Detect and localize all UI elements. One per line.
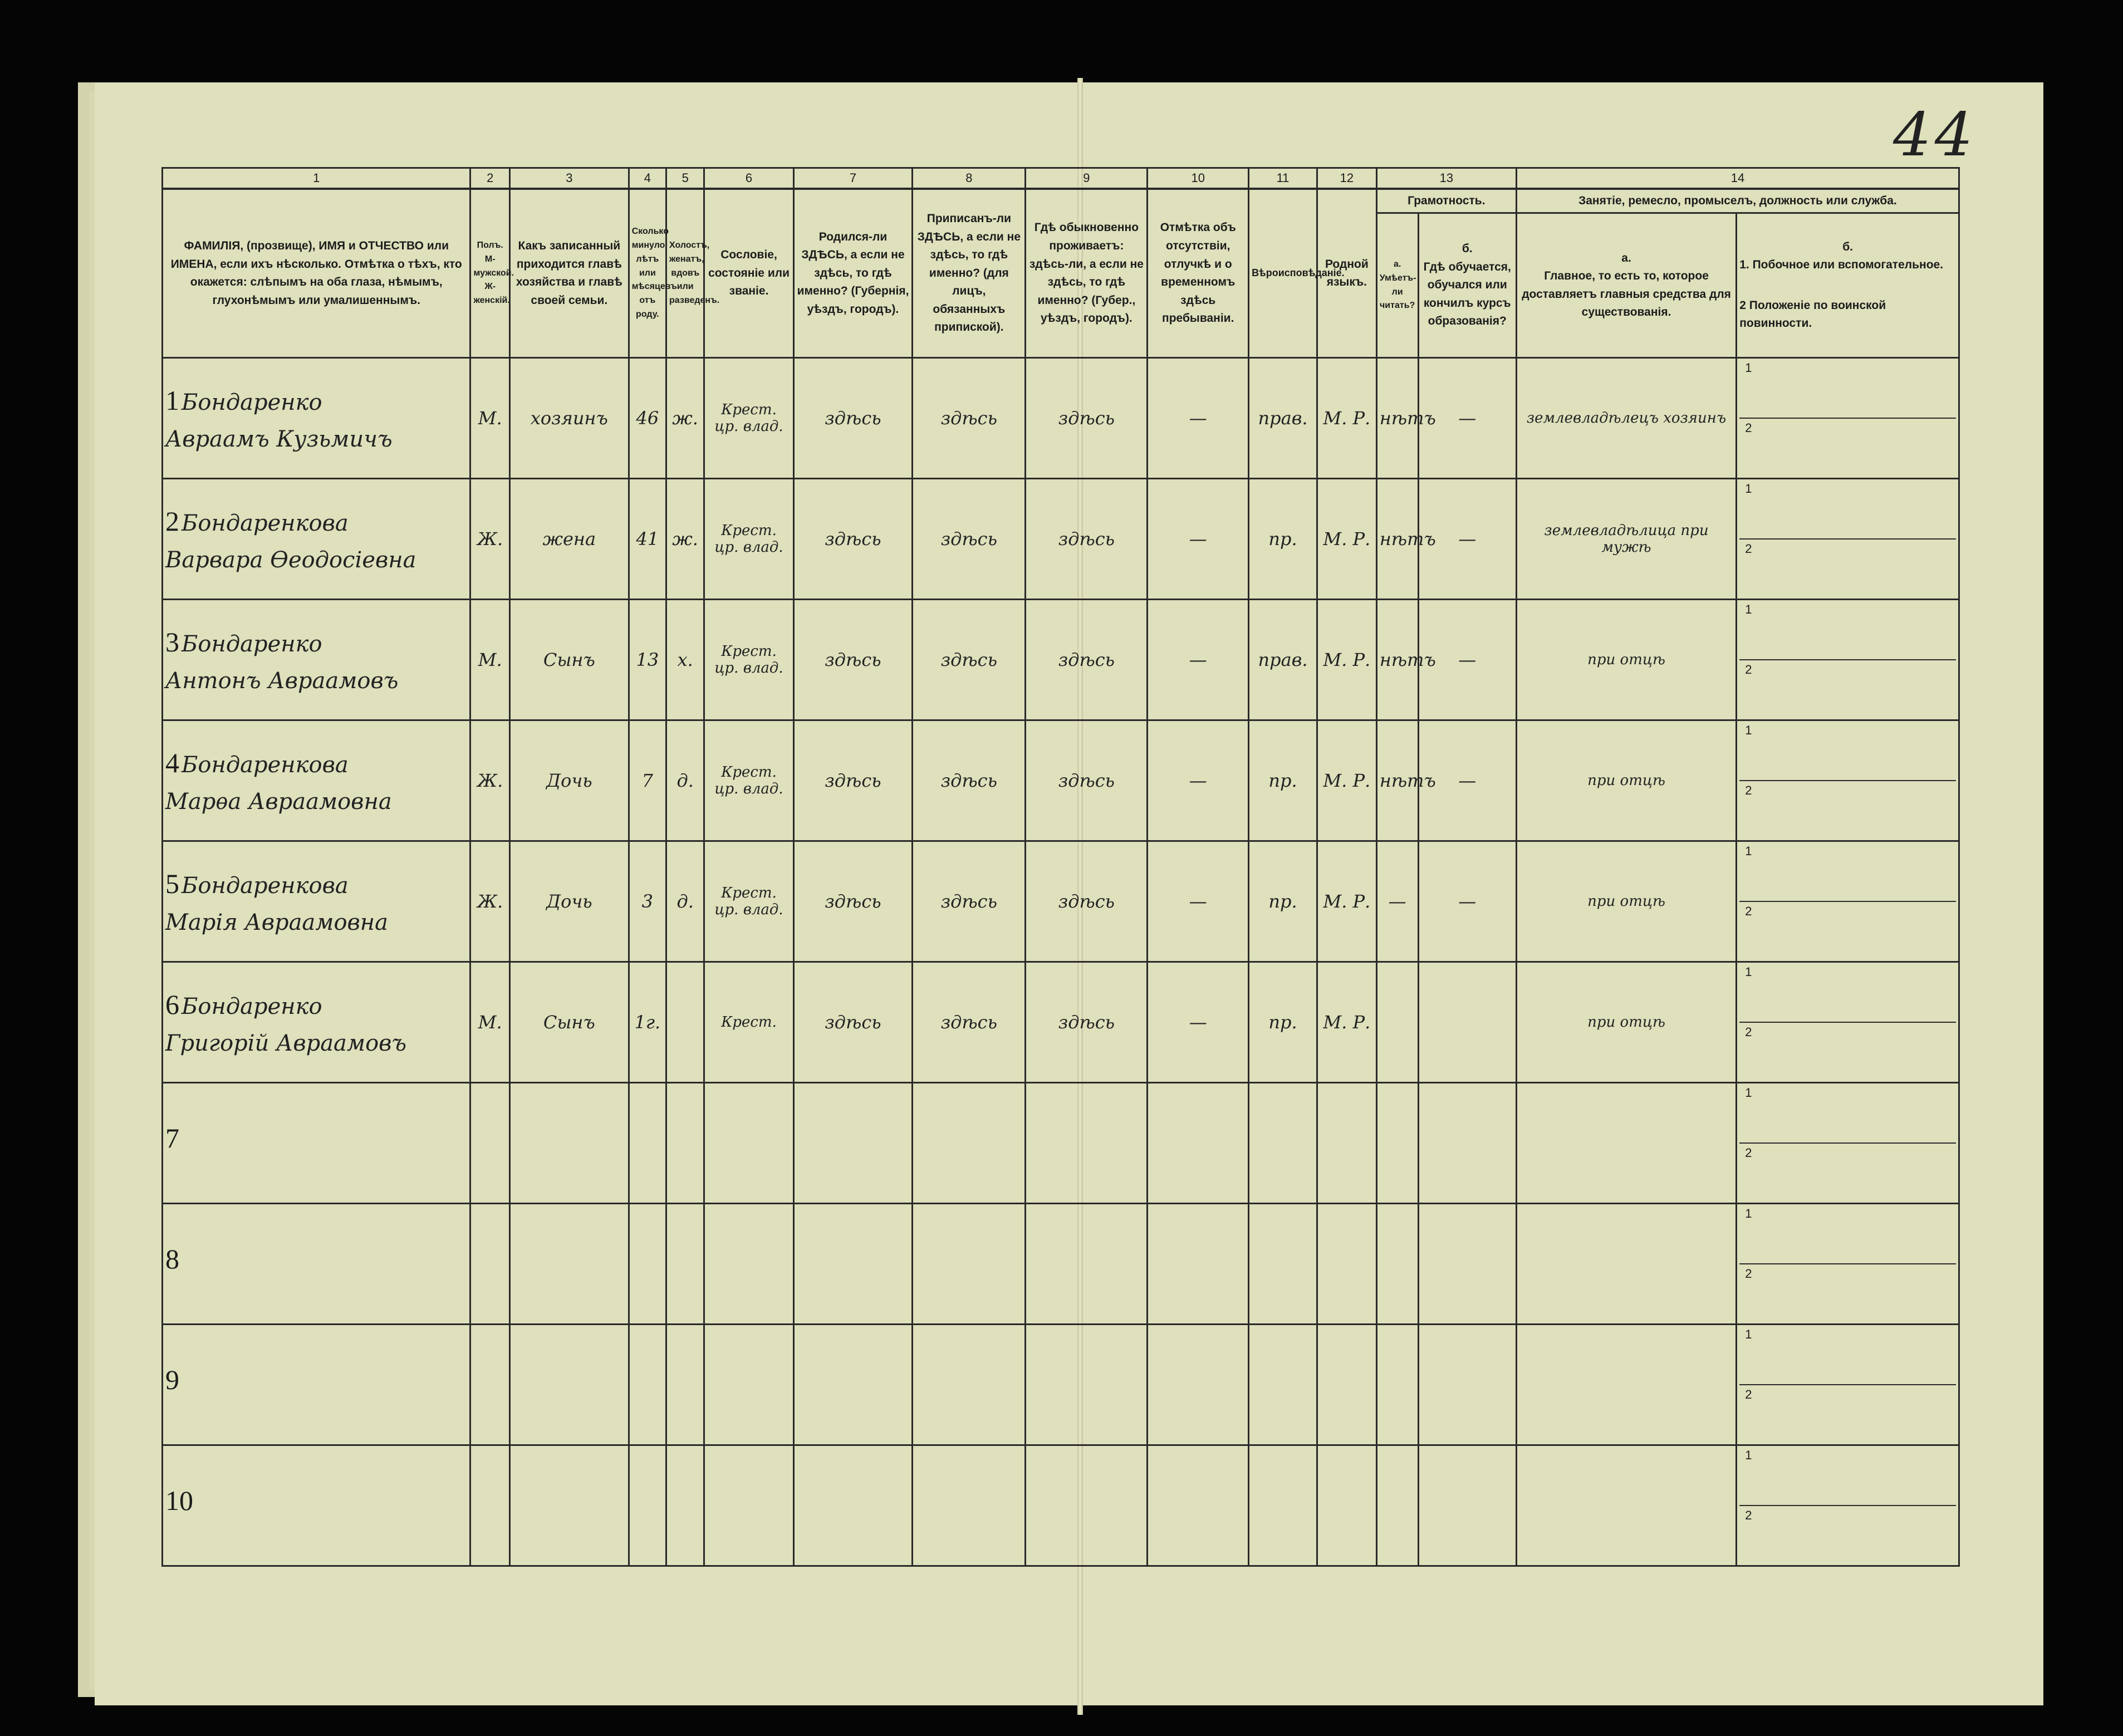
estate-cell: Крест. цр. влад. — [704, 358, 793, 479]
col-number: 10 — [1148, 168, 1249, 189]
relation-cell — [510, 1445, 629, 1566]
absence-cell — [1148, 1325, 1249, 1445]
language-cell: М. Р. — [1317, 962, 1376, 1083]
sub-letter: б. — [1462, 242, 1473, 256]
sub-line-1: 1 — [1739, 359, 1956, 419]
col-number: 4 — [629, 168, 666, 189]
age-cell — [629, 1325, 666, 1445]
sex-cell — [470, 1204, 510, 1325]
education-cell: — — [1418, 841, 1516, 962]
name-cell — [163, 720, 470, 841]
age-cell — [629, 1445, 666, 1566]
absence-cell — [1148, 1445, 1249, 1566]
col-number: 2 — [470, 168, 510, 189]
estate-cell — [704, 1445, 793, 1566]
estate-cell: Крест. цр. влад. — [704, 600, 793, 720]
born-cell — [793, 1204, 913, 1325]
marital-cell — [666, 1083, 704, 1204]
education-cell: — — [1418, 479, 1516, 600]
absence-cell: — — [1148, 841, 1249, 962]
sub-line-1: 1 — [1739, 963, 1956, 1023]
col-number: 1 — [163, 168, 470, 189]
occupation-cell: землевладѣлецъ хозяинъ — [1516, 358, 1736, 479]
born-cell: здѣсь — [793, 479, 913, 600]
registered-cell — [913, 1083, 1026, 1204]
header-name: ФАМИЛІЯ, (прозвище), ИМЯ и ОТЧЕСТВО или ИМЕНА, если ихъ нѣсколько. Отмѣтка о тѣхъ, кто окажется: слѣпымъ на оба глаза, нѣмымъ, глухонѣмымъ или умалишеннымъ. — [163, 189, 470, 358]
sub-text: 1. Побочное или вспомогательное. — [1739, 258, 1944, 272]
sub-line-2: 2 — [1745, 1025, 1752, 1039]
registered-cell: здѣсь — [913, 720, 1026, 841]
row-number: 3 — [165, 626, 179, 658]
surname: Бондаренко — [182, 390, 322, 416]
age-cell: 3 — [629, 841, 666, 962]
literate-cell: нѣтъ — [1376, 600, 1418, 720]
header-born: Родился-ли ЗДѢСЬ, а если не здѣсь, то гдѣ именно? (Губернія, уѣздъ, городъ). — [793, 189, 913, 358]
sub-line-2: 2 — [1745, 663, 1752, 677]
sub-line-2: 2 — [1745, 783, 1752, 798]
census-table — [161, 167, 1960, 1567]
name-cell — [163, 1083, 470, 1204]
header-education — [1418, 213, 1516, 358]
name-cell — [163, 962, 470, 1083]
col-number: 5 — [666, 168, 704, 189]
registered-cell — [913, 1325, 1026, 1445]
side-occupation-cell — [1737, 479, 1959, 600]
religion-cell: пр. — [1249, 962, 1317, 1083]
religion-cell: пр. — [1249, 841, 1317, 962]
language-cell: М. Р. — [1317, 720, 1376, 841]
born-cell: здѣсь — [793, 841, 913, 962]
name-cell — [163, 600, 470, 720]
sub-text: Гдѣ обучается, обучался или кончилъ курсъ образованія? — [1423, 260, 1511, 328]
header-estate: Сословіе, состояніе или званіе. — [704, 189, 793, 358]
sub-line-1: 1 — [1739, 1204, 1956, 1264]
side-occupation-cell — [1737, 1083, 1959, 1204]
table-row — [163, 1325, 1959, 1445]
relation-cell: Дочь — [510, 720, 629, 841]
header-can-read — [1376, 213, 1418, 358]
row-number: 8 — [165, 1243, 179, 1275]
language-cell — [1317, 1204, 1376, 1325]
estate-cell — [704, 1083, 793, 1204]
relation-cell: Сынъ — [510, 600, 629, 720]
surname: Бондаренкова — [182, 873, 349, 899]
header-age: Сколько минуло лѣтъ или мѣсяцевъ отъ роду. — [629, 189, 666, 358]
sub-line-1: 1 — [1739, 479, 1956, 540]
surname: Бондаренкова — [182, 752, 349, 778]
sex-cell — [470, 1325, 510, 1445]
side-occupation-cell — [1737, 720, 1959, 841]
religion-cell: пр. — [1249, 720, 1317, 841]
literate-cell: нѣтъ — [1376, 720, 1418, 841]
sex-cell: Ж. — [470, 841, 510, 962]
sex-cell: М. — [470, 358, 510, 479]
col-number: 8 — [913, 168, 1026, 189]
name-cell — [163, 1204, 470, 1325]
estate-cell: Крест. — [704, 962, 793, 1083]
given-names: Марія Авраамовна — [165, 910, 388, 936]
literate-cell: нѣтъ — [1376, 358, 1418, 479]
resides-cell: здѣсь — [1026, 841, 1148, 962]
education-cell — [1418, 1445, 1516, 1566]
col-number: 14 — [1516, 168, 1959, 189]
education-cell: — — [1418, 720, 1516, 841]
side-occupation-cell — [1737, 841, 1959, 962]
occupation-cell — [1516, 1204, 1736, 1325]
header-occupation-main — [1516, 213, 1736, 358]
header-occupation-side — [1737, 213, 1959, 358]
given-names: Марѳа Авраамовна — [165, 789, 392, 815]
relation-cell: Сынъ — [510, 962, 629, 1083]
occupation-cell: при отцѣ — [1516, 962, 1736, 1083]
column-numbers-row — [163, 168, 1959, 189]
resides-cell — [1026, 1083, 1148, 1204]
table-row — [163, 358, 1959, 479]
resides-cell: здѣсь — [1026, 720, 1148, 841]
language-cell — [1317, 1083, 1376, 1204]
born-cell: здѣсь — [793, 962, 913, 1083]
marital-cell: д. — [666, 841, 704, 962]
registered-cell: здѣсь — [913, 600, 1026, 720]
sub-line-1: 1 — [1739, 600, 1956, 660]
literate-cell — [1376, 1083, 1418, 1204]
col-number: 9 — [1026, 168, 1148, 189]
literate-cell: нѣтъ — [1376, 479, 1418, 600]
religion-cell: прав. — [1249, 358, 1317, 479]
literate-cell — [1376, 1445, 1418, 1566]
name-cell — [163, 358, 470, 479]
resides-cell — [1026, 1325, 1148, 1445]
born-cell: здѣсь — [793, 358, 913, 479]
born-cell — [793, 1083, 913, 1204]
sub-text: Умѣетъ-ли читать? — [1379, 273, 1416, 311]
table-row — [163, 600, 1959, 720]
sub-line-1: 1 — [1739, 1325, 1956, 1385]
age-cell: 13 — [629, 600, 666, 720]
registered-cell: здѣсь — [913, 358, 1026, 479]
education-cell — [1418, 962, 1516, 1083]
sex-cell: Ж. — [470, 720, 510, 841]
side-occupation-cell — [1737, 358, 1959, 479]
side-occupation-cell — [1737, 1445, 1959, 1566]
sub-text: 2 Положеніе по воинской повинности. — [1739, 298, 1886, 330]
resides-cell: здѣсь — [1026, 358, 1148, 479]
header-literacy: Грамотность. — [1376, 189, 1516, 213]
name-cell — [163, 1325, 470, 1445]
born-cell: здѣсь — [793, 720, 913, 841]
absence-cell: — — [1148, 962, 1249, 1083]
surname: Бондаренко — [182, 994, 322, 1020]
education-cell — [1418, 1325, 1516, 1445]
given-names: Авраамъ Кузьмичъ — [165, 426, 393, 453]
side-occupation-cell — [1737, 600, 1959, 720]
resides-cell: здѣсь — [1026, 479, 1148, 600]
religion-cell: прав. — [1249, 600, 1317, 720]
occupation-cell: при отцѣ — [1516, 600, 1736, 720]
col-number: 11 — [1249, 168, 1317, 189]
table-row — [163, 962, 1959, 1083]
language-cell — [1317, 1445, 1376, 1566]
estate-cell: Крест. цр. влад. — [704, 720, 793, 841]
religion-cell — [1249, 1325, 1317, 1445]
sub-line-2: 2 — [1745, 1146, 1752, 1160]
table-row — [163, 1204, 1959, 1325]
education-cell — [1418, 1204, 1516, 1325]
estate-cell — [704, 1204, 793, 1325]
sub-letter: а. — [1621, 251, 1631, 264]
surname: Бондаренко — [182, 631, 322, 658]
given-names: Варвара Ѳеодосіевна — [165, 547, 416, 573]
col-number: 6 — [704, 168, 793, 189]
sub-letter: а. — [1394, 259, 1401, 269]
born-cell — [793, 1325, 913, 1445]
marital-cell: д. — [666, 720, 704, 841]
given-names: Антонъ Авраамовъ — [165, 668, 399, 694]
sub-line-2: 2 — [1745, 421, 1752, 435]
name-cell — [163, 1445, 470, 1566]
row-number: 2 — [165, 506, 179, 537]
header-row — [163, 189, 1959, 213]
row-number: 7 — [165, 1122, 179, 1154]
literate-cell — [1376, 962, 1418, 1083]
language-cell: М. Р. — [1317, 841, 1376, 962]
relation-cell — [510, 1204, 629, 1325]
sex-cell: Ж. — [470, 479, 510, 600]
resides-cell — [1026, 1204, 1148, 1325]
sub-line-2: 2 — [1745, 1508, 1752, 1523]
occupation-cell: землевладѣлица при мужѣ — [1516, 479, 1736, 600]
age-cell — [629, 1083, 666, 1204]
age-cell — [629, 1204, 666, 1325]
estate-cell: Крест. цр. влад. — [704, 841, 793, 962]
absence-cell: — — [1148, 720, 1249, 841]
absence-cell — [1148, 1204, 1249, 1325]
absence-cell: — — [1148, 600, 1249, 720]
absence-cell: — — [1148, 358, 1249, 479]
sub-line-1: 1 — [1739, 1446, 1956, 1506]
header-language: Родной языкъ. — [1317, 189, 1376, 358]
sex-cell — [470, 1083, 510, 1204]
language-cell: М. Р. — [1317, 479, 1376, 600]
language-cell — [1317, 1325, 1376, 1445]
marital-cell — [666, 962, 704, 1083]
resides-cell: здѣсь — [1026, 600, 1148, 720]
occupation-cell: при отцѣ — [1516, 720, 1736, 841]
relation-cell — [510, 1325, 629, 1445]
header-relation: Какъ записанный приходится главѣ хозяйства и главѣ своей семьи. — [510, 189, 629, 358]
education-cell: — — [1418, 600, 1516, 720]
occupation-cell: при отцѣ — [1516, 841, 1736, 962]
occupation-cell — [1516, 1445, 1736, 1566]
page-number: 44 — [1893, 100, 1977, 170]
side-occupation-cell — [1737, 1325, 1959, 1445]
row-number: 1 — [165, 385, 179, 416]
age-cell: 1г. — [629, 962, 666, 1083]
row-number: 6 — [165, 989, 179, 1021]
marital-cell — [666, 1325, 704, 1445]
sub-line-2: 2 — [1745, 1387, 1752, 1402]
row-number: 10 — [165, 1485, 193, 1517]
absence-cell — [1148, 1083, 1249, 1204]
sub-line-1: 1 — [1739, 721, 1956, 781]
sex-cell: М. — [470, 962, 510, 1083]
name-cell — [163, 841, 470, 962]
registered-cell — [913, 1445, 1026, 1566]
header-absence: Отмѣтка объ отсутствіи, отлучкѣ и о временномъ здѣсь пребываніи. — [1148, 189, 1249, 358]
given-names: Григорій Авраамовъ — [165, 1031, 407, 1057]
col-number: 13 — [1376, 168, 1516, 189]
sub-letter: б. — [1842, 240, 1854, 253]
table-row — [163, 720, 1959, 841]
relation-cell: жена — [510, 479, 629, 600]
header-marital: Холостъ, женатъ, вдовъ или разведенъ. — [666, 189, 704, 358]
sub-line-2: 2 — [1745, 1267, 1752, 1281]
name-cell — [163, 479, 470, 600]
row-number: 5 — [165, 868, 179, 900]
col-number: 3 — [510, 168, 629, 189]
sex-cell — [470, 1445, 510, 1566]
header-registered: Приписанъ-ли ЗДѢСЬ, а если не здѣсь, то гдѣ именно? (для лицъ, обязанныхъ припиской). — [913, 189, 1026, 358]
age-cell: 46 — [629, 358, 666, 479]
registered-cell: здѣсь — [913, 962, 1026, 1083]
table-row — [163, 479, 1959, 600]
sub-line-1: 1 — [1739, 842, 1956, 902]
religion-cell: пр. — [1249, 479, 1317, 600]
estate-cell — [704, 1325, 793, 1445]
language-cell: М. Р. — [1317, 358, 1376, 479]
header-sex: Полъ. М-мужской. Ж-женскій. — [470, 189, 510, 358]
sub-line-2: 2 — [1745, 904, 1752, 919]
side-occupation-cell — [1737, 1204, 1959, 1325]
row-number: 9 — [165, 1364, 179, 1396]
sex-cell: М. — [470, 600, 510, 720]
occupation-cell — [1516, 1325, 1736, 1445]
table-row — [163, 1445, 1959, 1566]
row-number: 4 — [165, 747, 179, 779]
resides-cell — [1026, 1445, 1148, 1566]
occupation-cell — [1516, 1083, 1736, 1204]
language-cell: М. Р. — [1317, 600, 1376, 720]
marital-cell — [666, 1204, 704, 1325]
sub-text: Главное, то есть то, которое доставляетъ главныя средства для существованія. — [1522, 269, 1731, 319]
estate-cell: Крест. цр. влад. — [704, 479, 793, 600]
absence-cell: — — [1148, 479, 1249, 600]
literate-cell — [1376, 1204, 1418, 1325]
born-cell: здѣсь — [793, 600, 913, 720]
surname: Бондаренкова — [182, 511, 349, 537]
literate-cell: — — [1376, 841, 1418, 962]
registered-cell — [913, 1204, 1026, 1325]
born-cell — [793, 1445, 913, 1566]
header-occupation: Занятіе, ремесло, промыселъ, должность или служба. — [1516, 189, 1959, 213]
religion-cell — [1249, 1083, 1317, 1204]
registered-cell: здѣсь — [913, 841, 1026, 962]
sub-line-1: 1 — [1739, 1083, 1956, 1144]
marital-cell — [666, 1445, 704, 1566]
marital-cell: х. — [666, 600, 704, 720]
table-row — [163, 841, 1959, 962]
table-row — [163, 1083, 1959, 1204]
relation-cell: Дочь — [510, 841, 629, 962]
marital-cell: ж. — [666, 479, 704, 600]
resides-cell: здѣсь — [1026, 962, 1148, 1083]
age-cell: 7 — [629, 720, 666, 841]
education-cell — [1418, 1083, 1516, 1204]
header-resides: Гдѣ обыкновенно проживаетъ: здѣсь-ли, а если не здѣсь, то гдѣ именно? (Губер., уѣздъ, городъ). — [1026, 189, 1148, 358]
religion-cell — [1249, 1445, 1317, 1566]
relation-cell: хозяинъ — [510, 358, 629, 479]
literate-cell — [1376, 1325, 1418, 1445]
registered-cell: здѣсь — [913, 479, 1026, 600]
religion-cell — [1249, 1204, 1317, 1325]
col-number: 12 — [1317, 168, 1376, 189]
side-occupation-cell — [1737, 962, 1959, 1083]
marital-cell: ж. — [666, 358, 704, 479]
relation-cell — [510, 1083, 629, 1204]
header-religion: Вѣроисповѣданіе. — [1249, 189, 1317, 358]
education-cell: — — [1418, 358, 1516, 479]
age-cell: 41 — [629, 479, 666, 600]
sub-line-2: 2 — [1745, 542, 1752, 556]
col-number: 7 — [793, 168, 913, 189]
